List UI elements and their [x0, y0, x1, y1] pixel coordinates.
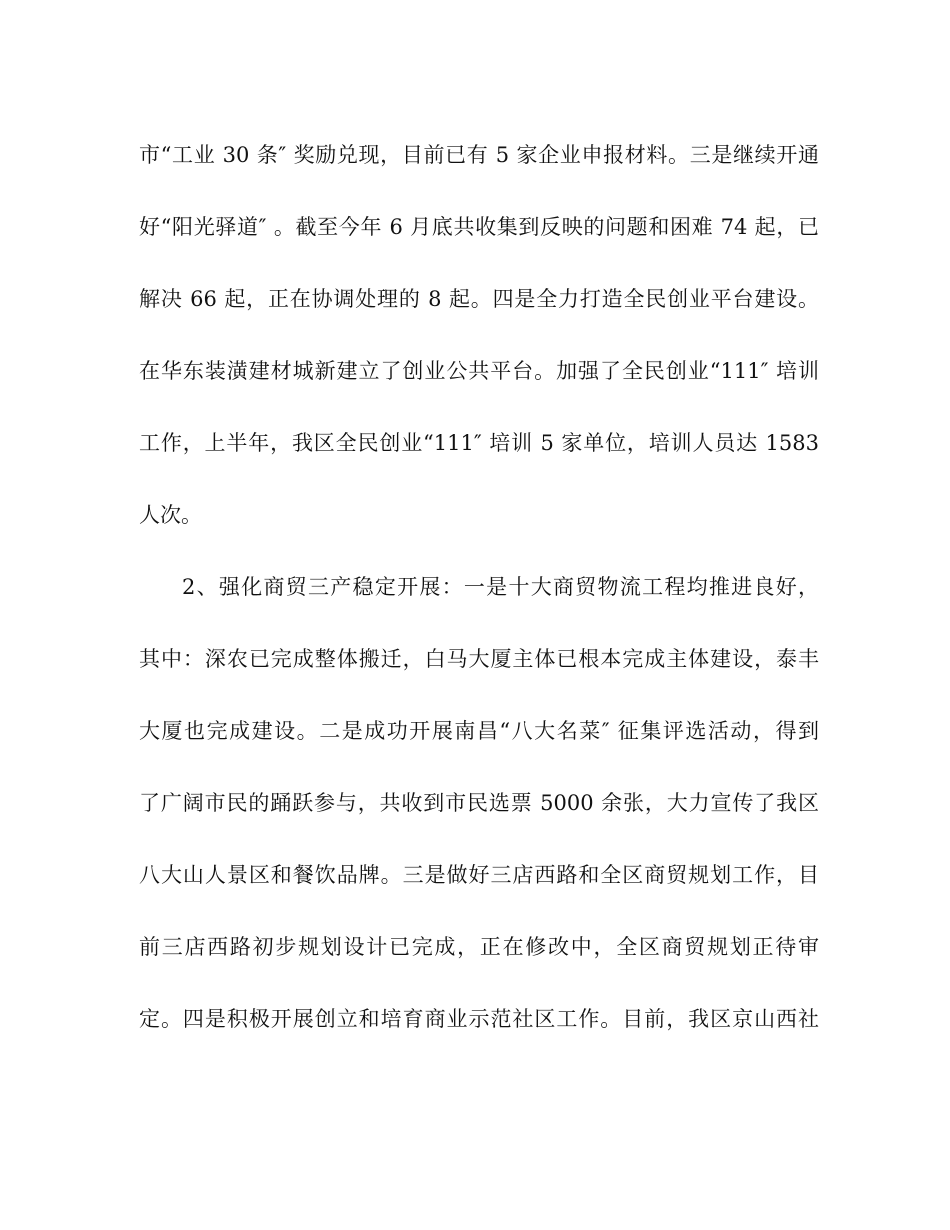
body-text-line: 好“阳光驿道″ 。截至今年 6 月底共收集到反映的问题和困难 74 起，已 — [139, 215, 819, 239]
body-text-line: 前三店西路初步规划设计已完成，正在修改中，全区商贸规划正待审 — [139, 935, 819, 959]
paragraph-first-line: 2、强化商贸三产稳定开展：一是十大商贸物流工程均推进良好， — [182, 575, 819, 599]
body-text-line: 工作，上半年，我区全民创业“111″ 培训 5 家单位，培训人员达 1583 — [139, 431, 819, 455]
body-text-line: 解决 66 起，正在协调处理的 8 起。四是全力打造全民创业平台建设。 — [139, 287, 819, 311]
body-text-line: 人次。 — [139, 503, 202, 527]
body-text-line: 定。四是积极开展创立和培育商业示范社区工作。目前，我区京山西社 — [139, 1007, 819, 1031]
body-text-line: 八大山人景区和餐饮品牌。三是做好三店西路和全区商贸规划工作，目 — [139, 863, 819, 887]
body-text-line: 大厦也完成建设。二是成功开展南昌“八大名菜″ 征集评选活动，得到 — [139, 719, 819, 743]
body-text-line: 市“工业 30 条″ 奖励兑现，目前已有 5 家企业申报材料。三是继续开通 — [139, 143, 819, 167]
body-text-line: 了广阔市民的踊跃参与，共收到市民选票 5000 余张，大力宣传了我区 — [139, 791, 819, 815]
body-text-line: 其中：深农已完成整体搬迁，白马大厦主体已根本完成主体建设，泰丰 — [139, 647, 819, 671]
body-text-line: 在华东装潢建材城新建立了创业公共平台。加强了全民创业“111″ 培训 — [139, 359, 819, 383]
